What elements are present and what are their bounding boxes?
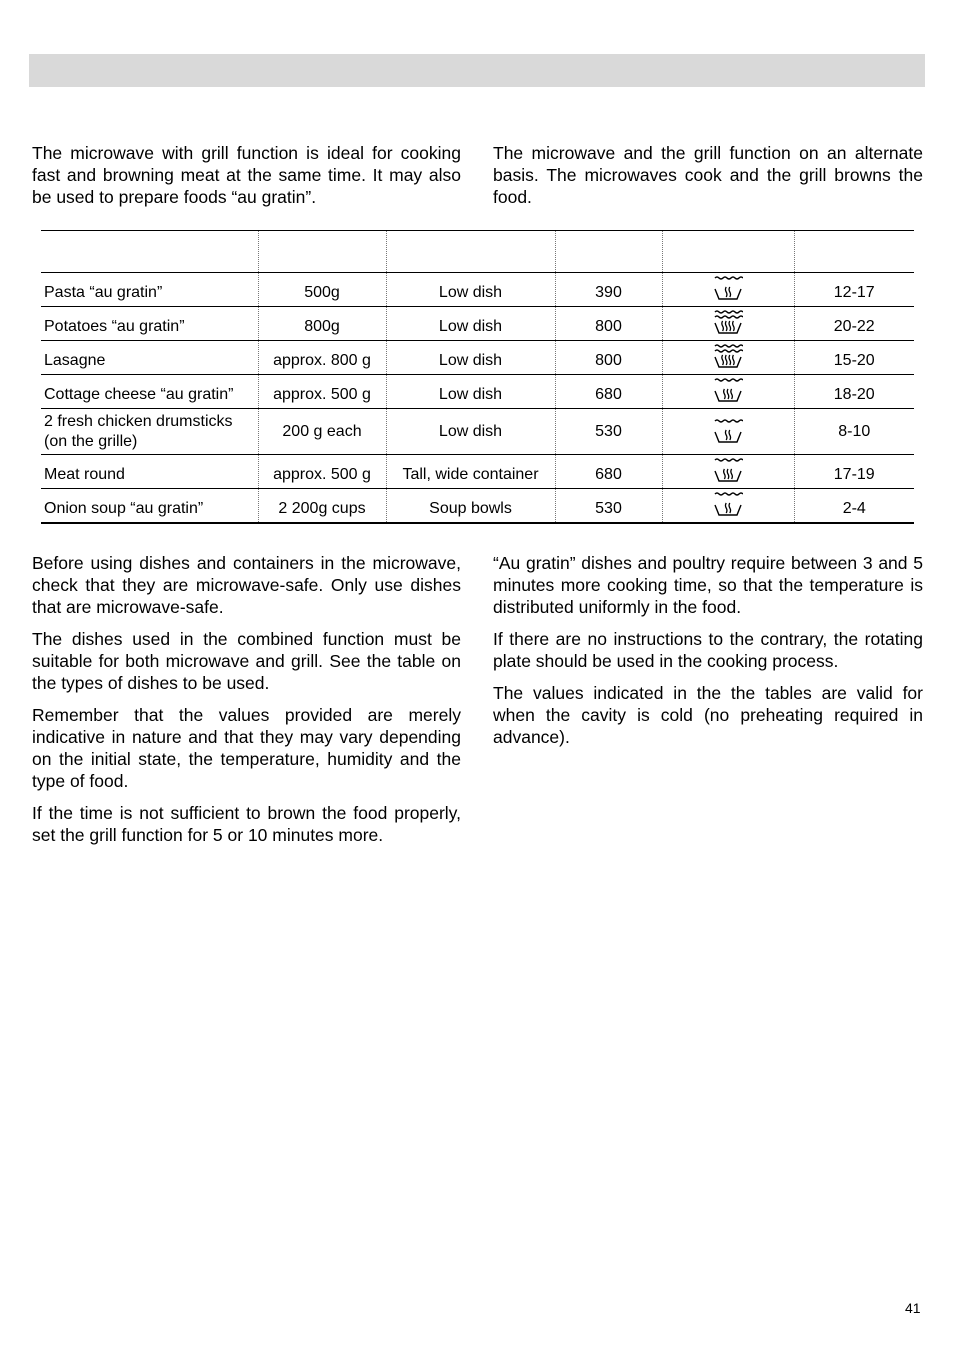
note-left-3: Remember that the values provided are merely indicative in nature and that they may vary depending on the initial state, the temperature, humidity and the type of food. <box>32 705 461 791</box>
header-food <box>41 231 258 273</box>
table-row <box>41 273 914 307</box>
cell-weight: 2 200g cups <box>258 489 386 524</box>
cell-time: 15-20 <box>794 341 914 375</box>
cell-grill-icon <box>662 489 794 524</box>
cell-container: Low dish <box>386 307 555 341</box>
cell-container: Low dish <box>386 273 555 307</box>
cell-food: Pasta “au gratin” <box>41 273 258 307</box>
cell-food: 2 fresh chicken drumsticks (on the grille) <box>41 409 258 455</box>
notes-right <box>493 552 923 758</box>
grill-medium-icon <box>713 377 743 405</box>
cell-container: Tall, wide container <box>386 455 555 489</box>
cell-power: 800 <box>555 307 662 341</box>
grill-small-icon <box>713 275 743 303</box>
grill-large-icon <box>713 343 743 371</box>
cell-time: 2-4 <box>794 489 914 524</box>
cell-grill-icon <box>662 409 794 455</box>
table-row <box>41 307 914 341</box>
cell-time: 20-22 <box>794 307 914 341</box>
note-left-2: The dishes used in the combined function must be suitable for both microwave and grill. See the table on the types of dishes to be used. <box>32 629 461 693</box>
note-left-1: Before using dishes and containers in the microwave, check that they are microwave-safe. Only use dishes that are microwave-safe. <box>32 553 461 617</box>
intro-left-text: The microwave with grill function is ideal for cooking fast and browning meat at the same time. It may also be used to prepare foods “au gratin”. <box>32 143 461 207</box>
cell-power: 530 <box>555 409 662 455</box>
cell-power: 680 <box>555 455 662 489</box>
grill-large-icon <box>713 309 743 337</box>
table-row <box>41 455 914 489</box>
table-header-row <box>41 231 914 273</box>
cell-container: Low dish <box>386 409 555 455</box>
header-grill <box>662 231 794 273</box>
cell-food: Meat round <box>41 455 258 489</box>
note-right-3: The values indicated in the the tables are valid for when the cavity is cold (no preheating required in advance). <box>493 683 923 747</box>
notes-left <box>32 552 461 856</box>
cell-grill-icon <box>662 307 794 341</box>
page-number: 41 <box>905 1300 921 1316</box>
table-row <box>41 341 914 375</box>
intro-right-text: The microwave and the grill function on an alternate basis. The microwaves cook and the grill browns the food. <box>493 143 923 207</box>
grill-medium-icon <box>713 457 743 485</box>
note-left-4: If the time is not sufficient to brown the food properly, set the grill function for 5 or 10 minutes more. <box>32 803 461 845</box>
cell-grill-icon <box>662 375 794 409</box>
cell-power: 530 <box>555 489 662 524</box>
section-header-bar <box>29 54 925 87</box>
cell-food: Lasagne <box>41 341 258 375</box>
table-row <box>41 409 914 455</box>
cell-power: 390 <box>555 273 662 307</box>
header-weight <box>258 231 386 273</box>
cell-time: 17-19 <box>794 455 914 489</box>
cell-container: Soup bowls <box>386 489 555 524</box>
grill-small-icon <box>713 418 743 446</box>
note-right-1: “Au gratin” dishes and poultry require between 3 and 5 minutes more cooking time, so that the temperature is distributed uniformly in the food. <box>493 553 923 617</box>
header-time <box>794 231 914 273</box>
cell-food: Cottage cheese “au gratin” <box>41 375 258 409</box>
cell-weight: 800g <box>258 307 386 341</box>
cell-time: 12-17 <box>794 273 914 307</box>
cell-grill-icon <box>662 455 794 489</box>
cell-time: 18-20 <box>794 375 914 409</box>
cell-weight: approx. 500 g <box>258 455 386 489</box>
cell-container: Low dish <box>386 341 555 375</box>
cell-weight: approx. 500 g <box>258 375 386 409</box>
header-container <box>386 231 555 273</box>
cell-weight: 500g <box>258 273 386 307</box>
cell-weight: 200 g each <box>258 409 386 455</box>
cell-power: 800 <box>555 341 662 375</box>
cell-weight: approx. 800 g <box>258 341 386 375</box>
combined-cooking-table <box>41 230 914 524</box>
cell-power: 680 <box>555 375 662 409</box>
table-row <box>41 489 914 524</box>
cell-grill-icon <box>662 341 794 375</box>
intro-right <box>493 142 923 218</box>
grill-small-icon <box>713 491 743 519</box>
cell-time: 8-10 <box>794 409 914 455</box>
cell-food: Onion soup “au gratin” <box>41 489 258 524</box>
note-right-2: If there are no instructions to the contrary, the rotating plate should be used in the cooking process. <box>493 629 923 671</box>
cell-grill-icon <box>662 273 794 307</box>
intro-left <box>32 142 461 218</box>
cell-container: Low dish <box>386 375 555 409</box>
cell-food: Potatoes “au gratin” <box>41 307 258 341</box>
header-power <box>555 231 662 273</box>
table-row <box>41 375 914 409</box>
